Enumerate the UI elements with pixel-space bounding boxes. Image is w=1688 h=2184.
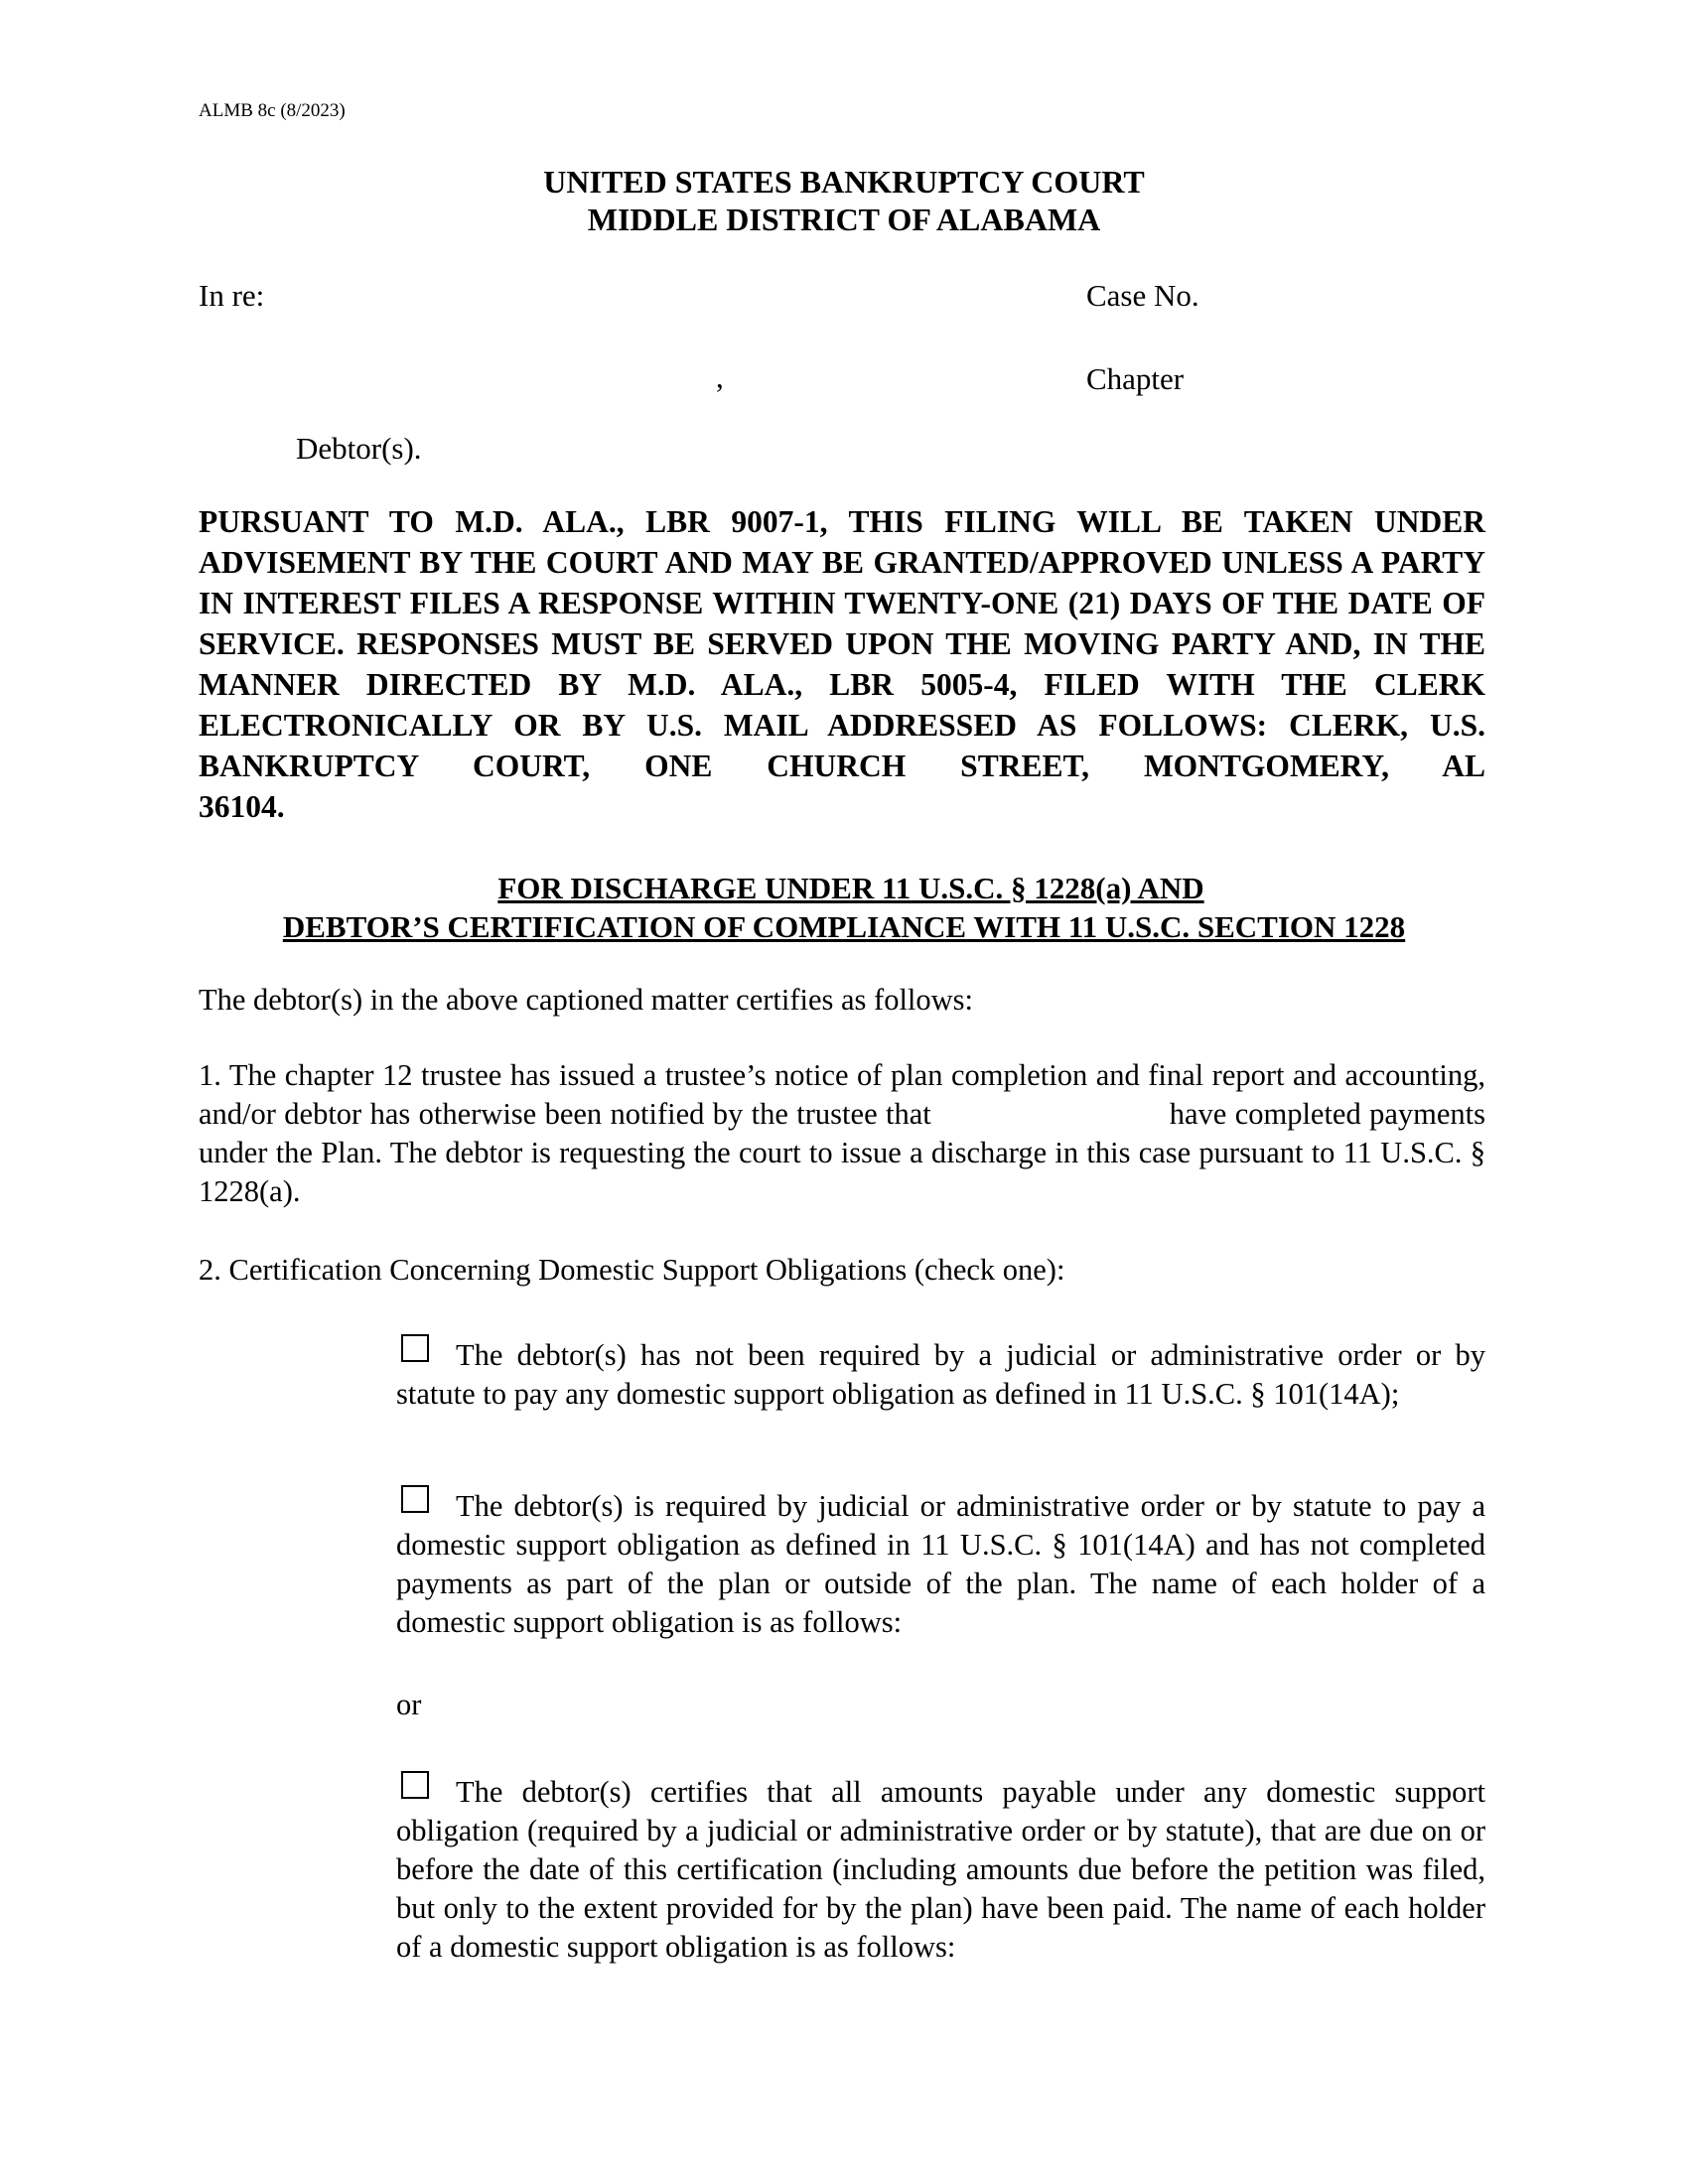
- lbr-notice-last-line: 36104.: [199, 789, 285, 824]
- dso-option-2-text: The debtor(s) is required by judicial or administrative order or by statute to pay a domestic support obligation as defined in 11 U.S.C. § 101(14A) and has not completed payments as part of the plan or outside of the plan. The name of each holder of a domestic support obligation is as follows:: [396, 1489, 1485, 1639]
- item-1-lead: 1. The chapter 12 trustee has issued a trustee’s notice of plan completion and final report and accounting, and/or debtor has otherwise been notified by the trustee that: [199, 1058, 1485, 1131]
- item-1-rest: completed payments under the Plan. The debtor is requesting the court to issue a discharge in this case pursuant to 11 U.S.C. § 1228(a).: [199, 1097, 1485, 1208]
- caption-comma: ,: [716, 359, 724, 394]
- item-1: [199, 1056, 1485, 1211]
- debtors-label: Debtor(s).: [296, 431, 422, 466]
- dso-option-1: [396, 1336, 1485, 1414]
- item-2-label: 2. Certification Concerning Domestic Support Obligations (check one):: [199, 1253, 1065, 1287]
- or-separator: or: [396, 1688, 422, 1721]
- lbr-notice-text: PURSUANT TO M.D. ALA., LBR 9007-1, THIS FILING WILL BE TAKEN UNDER ADVISEMENT BY THE COURT AND MAY BE GRANTED/APPROVED UNLESS A PARTY IN INTEREST FILES A RESPONSE WITHIN TWENTY-ONE (21) DAYS OF THE DATE OF SERVICE. RESPONSES MUST BE SERVED UPON THE MOVING PARTY AND, IN THE MANNER DIRECTED BY M.D. ALA., LBR 5005-4, FILED WITH THE CLERK ELECTRONICALLY OR BY U.S. MAIL ADDRESSED AS FOLLOWS: CLERK, U.S. BANKRUPTCY COURT, ONE CHURCH STREET, MONTGOMERY, AL: [199, 504, 1485, 783]
- item-1-have: have: [1169, 1097, 1227, 1131]
- in-re-label: In re:: [199, 278, 265, 313]
- heading-line-1: FOR DISCHARGE UNDER 11 U.S.C. § 1228(a) AND: [497, 871, 1204, 905]
- court-district: MIDDLE DISTRICT OF ALABAMA: [587, 202, 1101, 237]
- dso-option-3: [396, 1773, 1485, 1967]
- lbr-notice: [199, 501, 1485, 827]
- dso-option-1-text: The debtor(s) has not been required by a judicial or administrative order or by statute to pay any domestic support obligation as defined in 11 U.S.C. § 101(14A);: [396, 1338, 1485, 1411]
- chapter-label: Chapter: [1086, 361, 1185, 396]
- heading-line-2: DEBTOR’S CERTIFICATION OF COMPLIANCE WITH 11 U.S.C. SECTION 1228: [282, 909, 1406, 944]
- dso-option-3-text: The debtor(s) certifies that all amounts payable under any domestic support obligation (required by a judicial or administrative order or by statute), that are due on or before the date of this certification (including amounts due before the petition was filed, but only to the extent provided for by the plan) have been paid. The name of each holder of a domestic support obligation is as follows:: [396, 1775, 1485, 1964]
- dso-option-2: [396, 1487, 1485, 1642]
- court-name: UNITED STATES BANKRUPTCY COURT: [543, 164, 1145, 200]
- intro-statement: The debtor(s) in the above captioned matter certifies as follows:: [199, 983, 974, 1017]
- case-no-label: Case No.: [1086, 278, 1199, 313]
- form-id: ALMB 8c (8/2023): [199, 100, 346, 121]
